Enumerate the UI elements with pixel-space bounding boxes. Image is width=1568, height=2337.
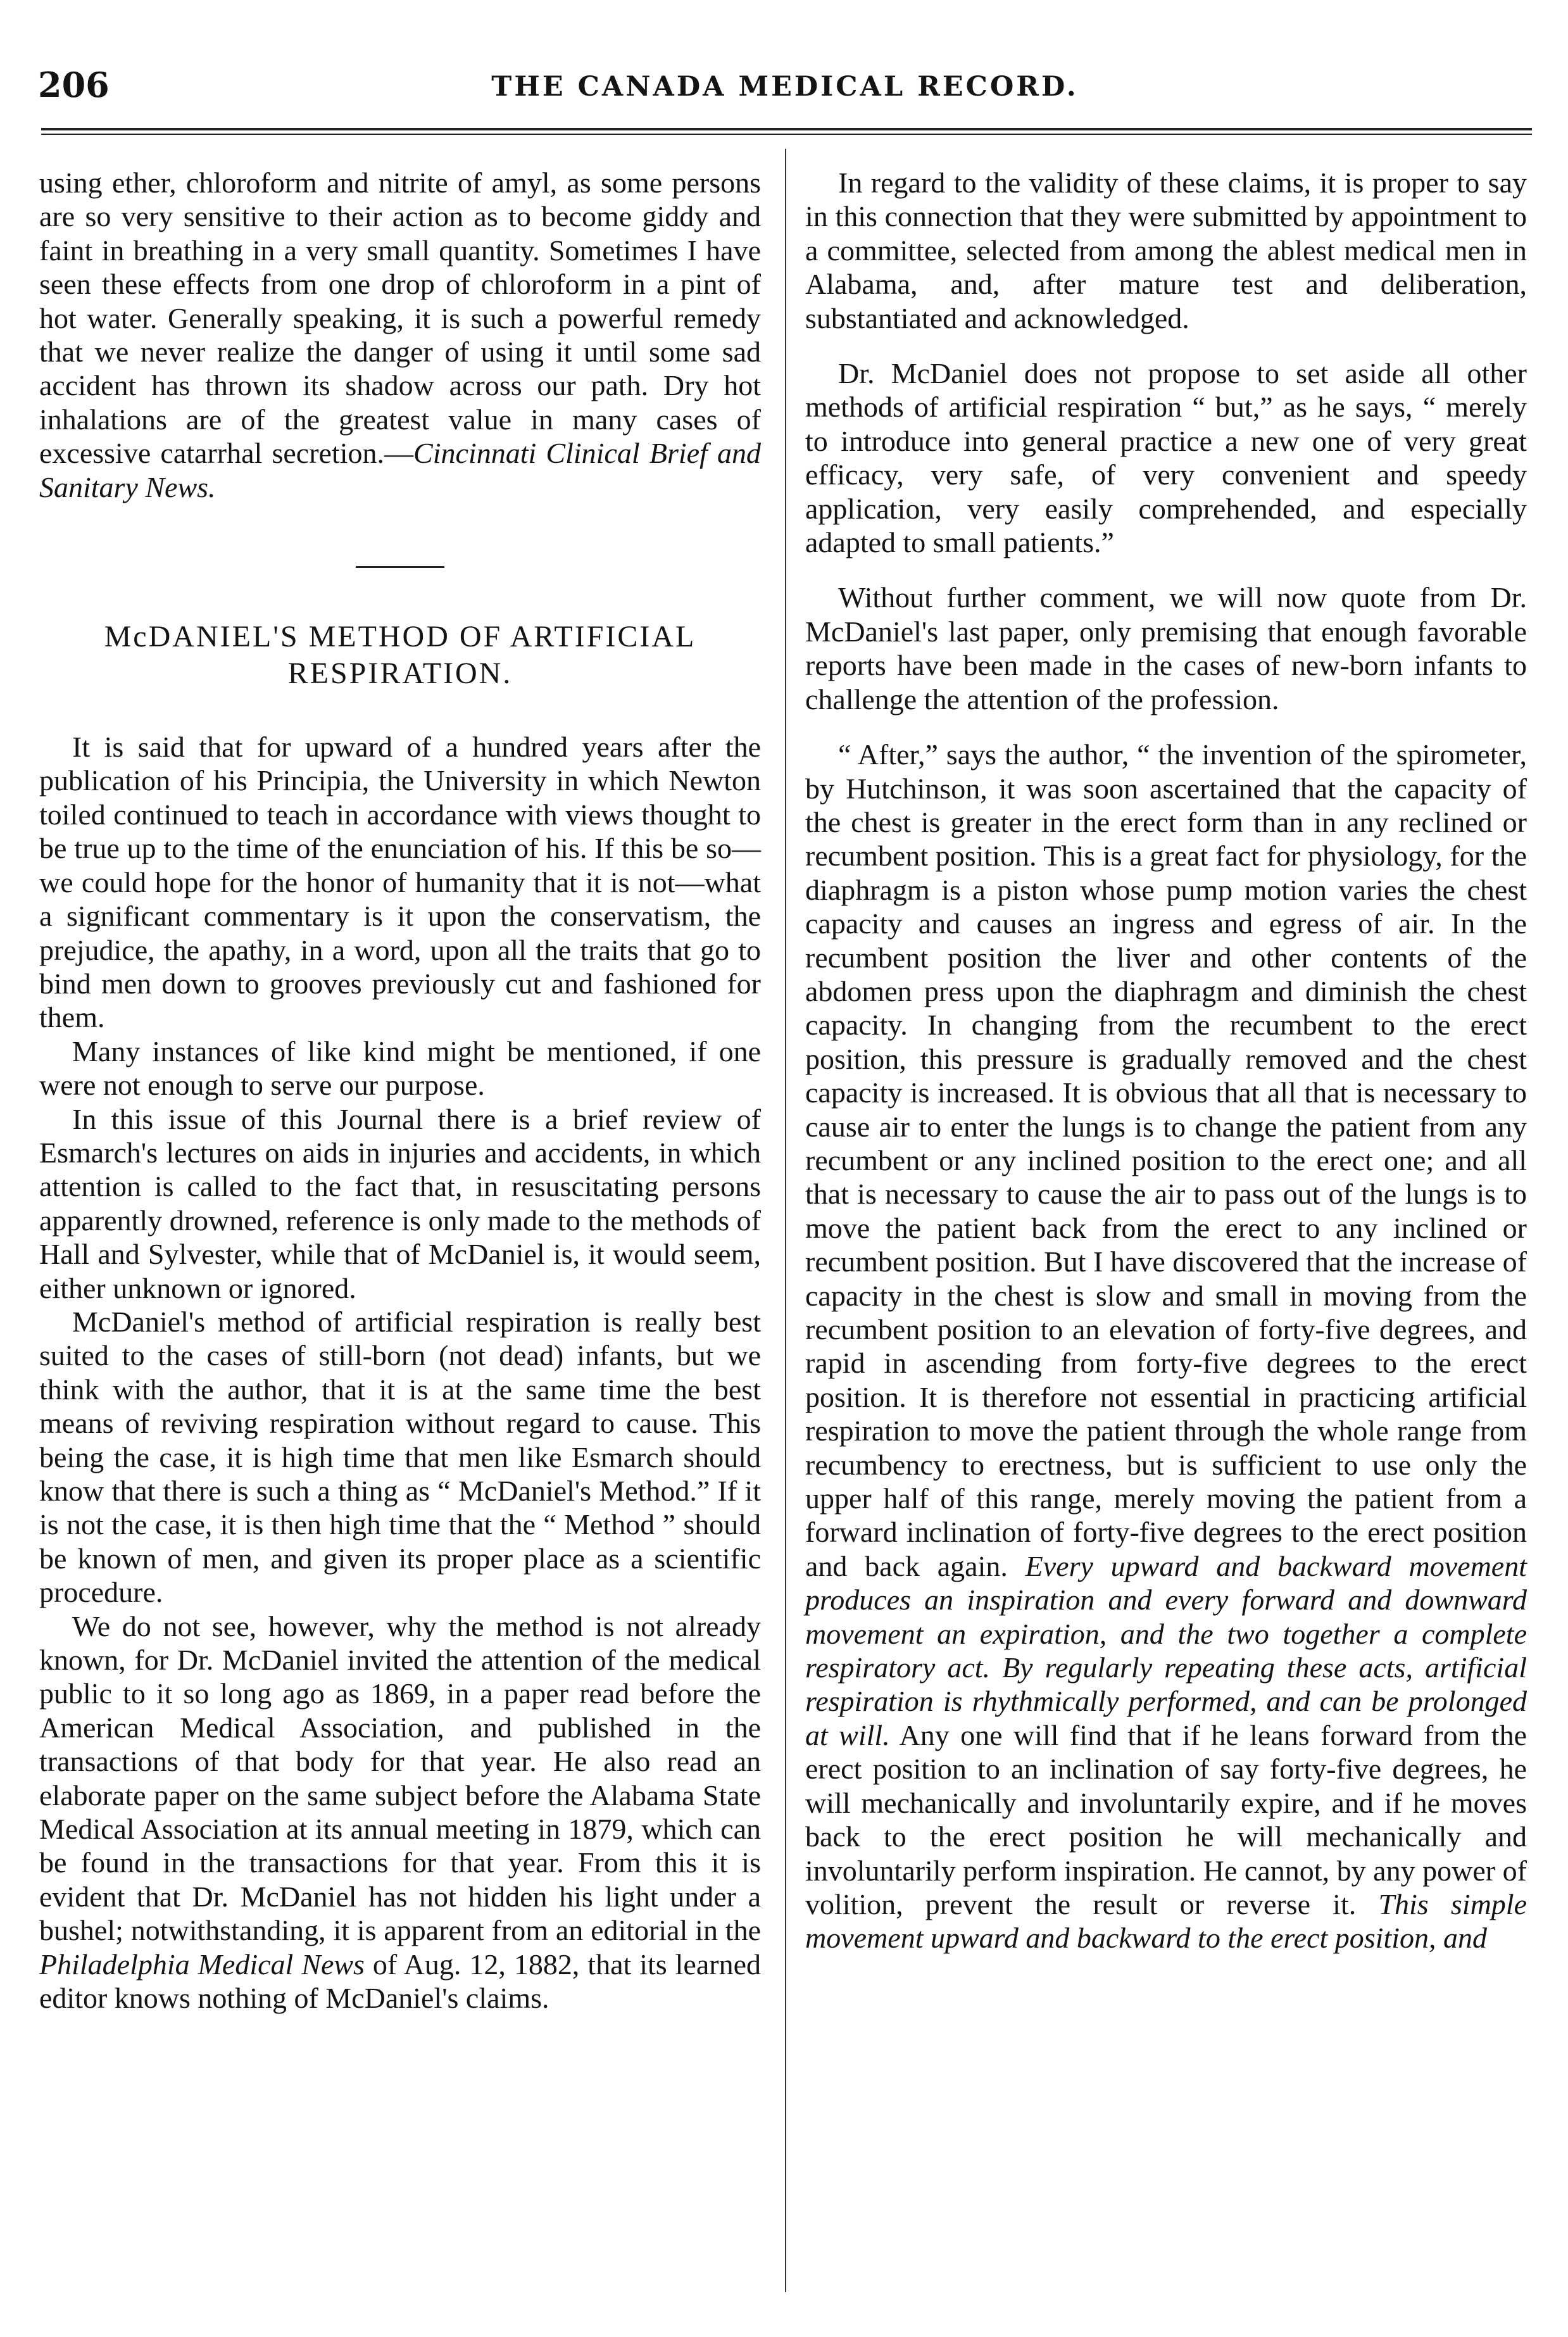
italic-passage: Every upward and backward movement produces an inspiration and every forward and downward movement an expiration, and the two together a complete respiratory act. By regularly repeating these acts, artificial respiration is rhythmically performed, and can be prolonged at will. (805, 1549, 1527, 1751)
paragraph-text: “ After,” says the author, “ the invention of the spirometer, by Hutchinson, it was soon ascertained that the capacity of the chest is greater in the erect form than in any reclined or recumbent position. This is a great fact for physiology, for the diaphragm is a piston whose pump motion varies the chest capacity and causes an ingress and egress of air. In the recumbent position the liver and other contents of the abdomen press upon the diaphragm and diminish the chest capacity. In changing from the recumbent to the erect position, this pressure is gradually removed and the chest capacity is increased. It is obvious that all that is necessary to cause air to enter the lungs is to change the patient from any recumbent or any inclined position to the erect one; and all that is necessary to cause the air to pass out of the lungs is to move the patient back from the erect to any inclined or recumbent position. But I have discovered that the increase of capacity in the chest is slow and small in moving from the recumbent position to an elevation of forty-five degrees, and rapid in ascending from forty-five degrees to the erect position. It is therefore not essential in practicing artificial respiration to move the patient through the whole range from recumbency to erectness, but is sufficient to use only the upper half of this range, merely moving the patient from a forward inclination of forty-five degrees to the erect position and back again. (805, 738, 1527, 1582)
paragraph: In regard to the validity of these claims, it is proper to say in this connection that they were submitted by appointment to a committee, selected from among the ablest medical men in Alabama, and, after mature test and deliberation, substantiated and acknowledged. (805, 167, 1527, 334)
paragraph (39, 1609, 761, 2015)
paragraph: Without further comment, we will now quote from Dr. McDaniel's last paper, only premising that enough favorable reports have been made in the cases of new-born infants to challenge the attention of the profession. (805, 581, 1527, 715)
paragraph-text: We do not see, however, why the method is not already known, for Dr. McDaniel invited the attention of the medical public to it so long ago as 1869, in a paper read before the American Medical Association, and published in the transactions of that body for that year. He also read an elaborate paper on the same subject before the Alabama State Medical Association at its annual meeting in 1879, which can be found in the transactions for that year. From this it is evident that Dr. McDaniel has not hidden his light under a bushel; notwithstanding, it is apparent from an editorial in the (39, 1609, 761, 1947)
quoted-paragraph (805, 738, 1527, 1955)
paragraph: McDaniel's method of artificial respiration is really best suited to the cases of still-born (not dead) infants, but we think with the author, that it is at the same time the best means of reviving respiration without regard to cause. This being the case, it is high time that men like Esmarch should know that there is such a thing as “ McDaniel's Method.” If it is not the case, it is then high time that the “ Method ” should be known of men, and given its proper place as a scientific procedure. (39, 1305, 761, 1609)
paragraph: In this issue of this Journal there is a brief review of Esmarch's lectures on aids in injuries and accidents, in which attention is called to the fact that, in resuscitating persons apparently drowned, reference is only made to the methods of Hall and Sylvester, while that of McDaniel is, it would seem, either unknown or ignored. (39, 1102, 761, 1304)
source-citation: Cincinnati Clinical Brief and Sanitary News. (39, 437, 762, 503)
right-column (805, 166, 1527, 1977)
section-separator (356, 566, 444, 568)
left-column (39, 166, 761, 2015)
article-title: McDANIEL'S METHOD OF ARTIFICIAL RESPIRATION. (104, 620, 696, 691)
closing-paragraph (39, 166, 761, 504)
column-divider (785, 149, 786, 2292)
paragraph: Many instances of like kind might be mentioned, if one were not enough to serve our purpose. (39, 1035, 761, 1102)
running-title: THE CANADA MEDICAL RECORD. (491, 71, 1079, 103)
paragraph-text: Any one will find that if he leans forward from the erect position to an inclination of say forty-five degrees, he will mechanically and involuntarily expire, and if he moves back to the erect position he will mechanically and involuntarily perform inspiration. He cannot, by any power of volition, prevent the result or reverse it. (805, 1718, 1527, 1920)
page-number: 206 (38, 65, 110, 105)
journal-title: Philadelphia Medical News (39, 1948, 365, 1981)
header-rule-thin (41, 134, 1532, 135)
closing-paragraph-text: using ether, chloroform and nitrite of amyl, as some persons are so very sensitive to their action as to become giddy and faint in breathing in a very small quantity. Sometimes I have seen these effects from one drop of chloroform in a pint of hot water. Generally speaking, it is such a powerful remedy that we never realize the danger of using it until some sad accident has thrown its shadow across our path. Dry hot inhalations are of the greatest value in many cases of excessive catarrhal secretion.— (39, 167, 761, 470)
page-header (38, 58, 1532, 128)
header-rule-thick (41, 128, 1532, 130)
paragraph: It is said that for upward of a hundred years after the publication of his Principia, the University in which Newton toiled continued to teach in accordance with views thought to be true up to the time of the enunciation of his. If this be so—we could hope for the honor of humanity that it is not—what a significant commentary is it upon the conservatism, the prejudice, the apathy, in a word, upon all the traits that go to bind men down to grooves previously cut and fashioned for them. (39, 731, 761, 1034)
italic-passage: This simple movement upward and backward to the erect position, and (805, 1887, 1527, 1955)
paragraph: Dr. McDaniel does not propose to set aside all other methods of artificial respiration “ but,” as he says, “ merely to introduce into general practice a new one of very great efficacy, very safe, of very convenient and speedy application, very easily comprehended, and especially adapted to small patients.” (805, 357, 1527, 559)
paragraph-text: of Aug. 12, 1882, that its learned editor knows nothing of McDaniel's claims. (39, 1948, 762, 2015)
